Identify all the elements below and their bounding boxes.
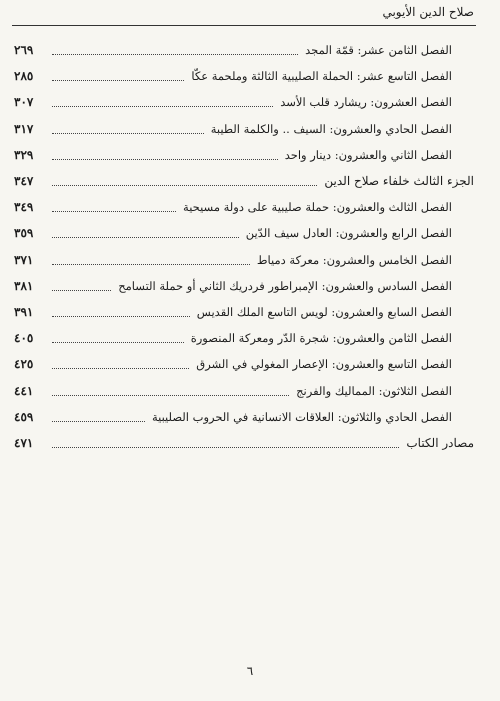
toc-entry-page: ٣١٧ <box>14 121 34 136</box>
toc-entry-title: مصادر الكتاب <box>406 436 474 450</box>
toc-entry-title: الفصل السابع والعشرون: لويس التاسع الملك القديس <box>196 305 452 319</box>
toc-entry <box>14 221 474 241</box>
toc-entry-page: ٤٤١ <box>14 383 34 398</box>
toc-entry <box>14 248 474 268</box>
toc-entry-title: الفصل الحادي والثلاثون: العلاقات الانسانية في الحروب الصليبية <box>151 409 452 424</box>
toc-entry-title: الفصل التاسع عشر: الحملة الصليبية الثالثة وملحمة عكّا <box>191 69 452 84</box>
toc-entry-page: ٣٨١ <box>14 278 34 293</box>
toc-entry-page: ٣٤٩ <box>14 200 34 215</box>
dot-leader <box>52 367 189 369</box>
toc-entry-page: ٤٧١ <box>14 436 34 450</box>
toc-entry-page: ٢٨٥ <box>14 69 34 84</box>
dot-leader <box>52 184 317 186</box>
toc-entry-page: ٢٦٩ <box>14 43 34 57</box>
toc-entry-title: الفصل الرابع والعشرون: العادل سيف الدّين <box>245 226 452 241</box>
toc-entry <box>14 143 474 163</box>
toc-entry-title: الفصل الثامن عشر: قمّة المجد <box>305 43 452 57</box>
dot-leader <box>52 53 298 55</box>
toc-entry-page: ٤٠٥ <box>14 331 34 346</box>
toc-entry-page: ٣٩١ <box>14 305 34 319</box>
toc-entry-title: الفصل العشرون: ريشارد قلب الأسد <box>280 95 452 110</box>
dot-leader <box>52 263 250 265</box>
toc-entry-title: الفصل الثامن والعشرون: شجرة الدّر ومعركة المنصورة <box>190 331 452 346</box>
toc-entry-title: الفصل الثلاثون: المماليك والفرنج <box>296 383 452 398</box>
dot-leader <box>52 341 184 343</box>
toc-entry <box>14 64 474 84</box>
toc-entry-title: الفصل الثاني والعشرون: دينار واحد <box>284 147 452 162</box>
toc-entry <box>14 195 474 215</box>
toc-entry <box>14 326 474 346</box>
toc-entry-title: الفصل الثالث والعشرون: حملة صليبية على دولة مسيحية <box>183 200 452 215</box>
toc-entry-title: الجزء الثالث خلفاء صلاح الدين <box>324 174 474 188</box>
toc-entry-page: ٣٠٧ <box>14 95 34 110</box>
toc-entry <box>14 274 474 294</box>
toc-entry <box>14 405 474 425</box>
toc-entry-page: ٣٤٧ <box>14 174 34 188</box>
toc-entry <box>14 90 474 110</box>
dot-leader <box>52 158 278 160</box>
page-number: ٦ <box>246 664 254 678</box>
toc-entry-title: الفصل السادس والعشرون: الإمبراطور فردريك الثاني أو حملة التسامح <box>118 278 452 293</box>
dot-leader <box>52 420 145 422</box>
toc-entry <box>14 379 474 399</box>
dot-leader <box>52 289 111 291</box>
toc-entry <box>14 431 474 451</box>
dot-leader <box>52 132 204 134</box>
dot-leader <box>52 210 176 212</box>
toc-entry-page: ٣٥٩ <box>14 226 34 241</box>
toc-entry <box>14 352 474 372</box>
toc-entry-title: الفصل الخامس والعشرون: معركة دمياط <box>256 252 452 267</box>
running-header-title: صلاح الدين الأيوبي <box>382 5 474 19</box>
toc-entry-page: ٣٢٩ <box>14 147 34 162</box>
toc-entry-title: الفصل الحادي والعشرون: السيف .. والكلمة الطيبة <box>210 121 452 136</box>
dot-leader <box>52 315 190 317</box>
dot-leader <box>52 446 399 448</box>
toc-entry-title: الفصل التاسع والعشرون: الإعصار المغولي في الشرق <box>196 357 452 372</box>
dot-leader <box>52 105 273 107</box>
toc-entry <box>14 38 474 58</box>
toc-entry <box>14 117 474 137</box>
toc-entry <box>14 300 474 320</box>
dot-leader <box>52 394 289 396</box>
dot-leader <box>52 79 184 81</box>
dot-leader <box>52 236 239 238</box>
toc-entry-page: ٤٥٩ <box>14 409 34 424</box>
toc-entry-page: ٣٧١ <box>14 252 34 267</box>
toc-entry-page: ٤٢٥ <box>14 357 34 372</box>
toc-entry <box>14 169 474 189</box>
